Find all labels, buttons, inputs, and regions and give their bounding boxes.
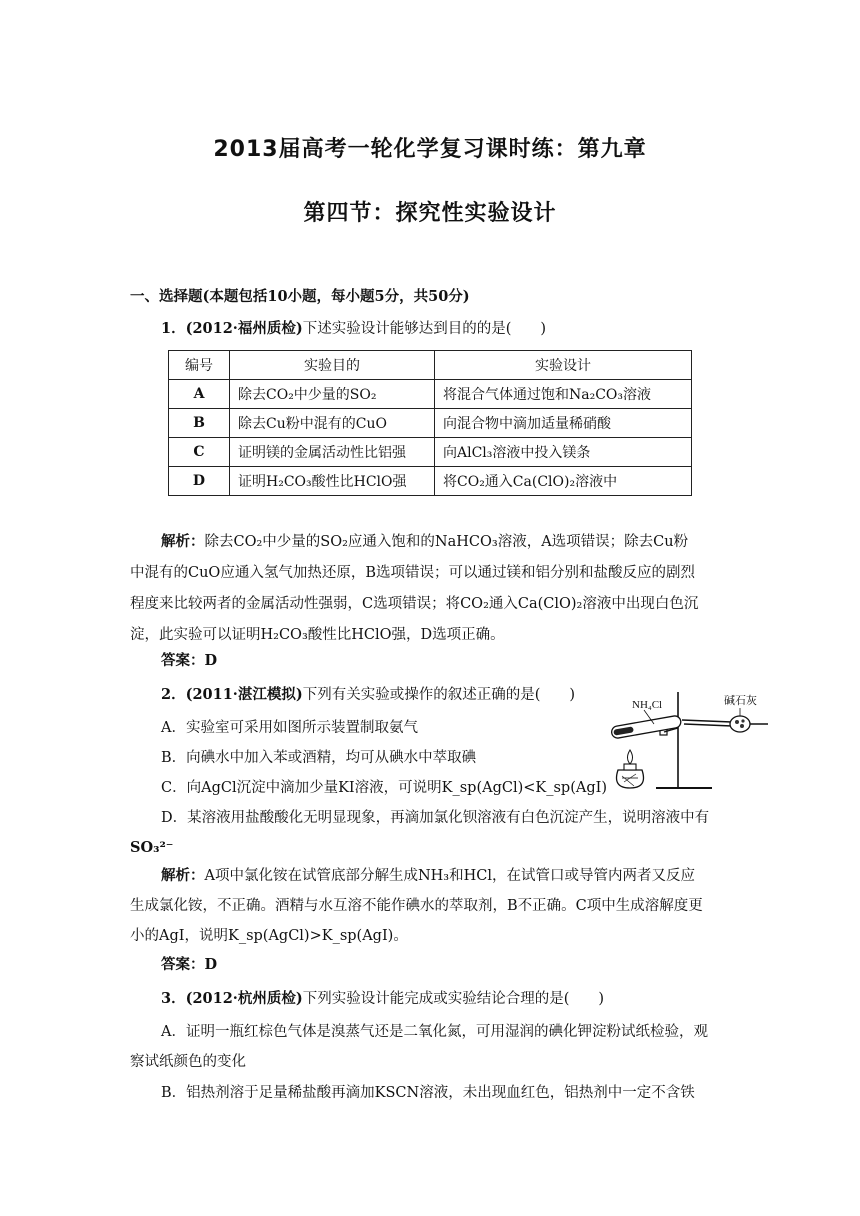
q2-option-d: D．某溶液用盐酸酸化无明显现象，再滴加氯化钡溶液有白色沉淀产生，说明溶液中有 — [161, 810, 710, 826]
table-cell: 向AlCl₃溶液中投入镁条 — [435, 438, 692, 467]
table-cell: B — [169, 409, 230, 438]
q3-option-a-cont: 察试纸颜色的变化 — [130, 1054, 246, 1070]
q1-stem — [161, 319, 546, 339]
q1-analysis-line — [161, 532, 688, 552]
table-header-row — [169, 351, 692, 380]
q1-number: 1． — [161, 320, 186, 337]
q1-analysis-line: 程度来比较两者的金属活动性强弱，C选项错误；将CO₂通入Ca(ClO)₂溶液中出现白色沉 — [130, 596, 699, 612]
q2-option-c: C．向AgCl沉淀中滴加少量KI溶液，可说明K_sp(AgCl)<K_sp(AgI) — [161, 780, 607, 796]
q2-number: 2． — [161, 686, 186, 703]
table-cell: 证明镁的金属活动性比铝强 — [230, 438, 435, 467]
q3-option-b: B．铝热剂溶于足量稀盐酸再滴加KSCN溶液，未出现血红色，铝热剂中一定不含铁 — [161, 1085, 695, 1101]
q2-analysis-line — [161, 866, 695, 886]
table-header: 编号 — [169, 351, 230, 380]
figure-label-reagent: NH₄Cl — [632, 699, 663, 711]
q2-option-b: B．向碘水中加入苯或酒精，均可从碘水中萃取碘 — [161, 750, 477, 766]
q2-stem-text: 下列有关实验或操作的叙述正确的是( ) — [302, 687, 576, 703]
table-cell: 除去Cu粉中混有的CuO — [230, 409, 435, 438]
table-cell: A — [169, 380, 230, 409]
table-cell: 向混合物中滴加适量稀硝酸 — [435, 409, 692, 438]
table-header: 实验目的 — [230, 351, 435, 380]
q2-source: (2011·湛江模拟) — [185, 686, 303, 703]
q2-option-a: A．实验室可采用如图所示装置制取氨气 — [161, 720, 418, 736]
table-cell: 将混合气体通过饱和Na₂CO₃溶液 — [435, 380, 692, 409]
q2-analysis-line: 生成氯化铵，不正确。酒精与水互溶不能作碘水的萃取剂，B不正确。C项中生成溶解度更 — [130, 898, 703, 914]
analysis-label: 解析： — [161, 867, 205, 884]
q1-analysis-line: 中混有的CuO应通入氢气加热还原，B选项错误；可以通过镁和铝分别和盐酸反应的剧烈 — [130, 565, 695, 581]
q3-option-a: A．证明一瓶红棕色气体是溴蒸气还是二氧化氮，可用湿润的碘化钾淀粉试纸检验，观 — [161, 1024, 708, 1040]
table-cell: 除去CO₂中少量的SO₂ — [230, 380, 435, 409]
q1-stem-text: 下述实验设计能够达到目的的是( ) — [302, 321, 547, 337]
q1-analysis-line: 淀，此实验可以证明H₂CO₃酸性比HClO强，D选项正确。 — [130, 627, 505, 643]
q1-answer: 答案：D — [161, 652, 218, 669]
doc-subtitle: 第四节：探究性实验设计 — [303, 201, 557, 226]
table-cell: 证明H₂CO₃酸性比HClO强 — [230, 467, 435, 496]
q3-stem — [161, 989, 604, 1009]
doc-title: 2013届高考一轮化学复习课时练：第九章 — [213, 137, 647, 162]
q3-source: (2012·杭州质检) — [185, 990, 303, 1007]
analysis-label: 解析： — [161, 533, 205, 550]
q2-option-d-cont: SO₃²⁻ — [130, 839, 174, 856]
table-header: 实验设计 — [435, 351, 692, 380]
q1-table — [168, 350, 692, 496]
q3-stem-text: 下列实验设计能完成或实验结论合理的是( ) — [302, 991, 605, 1007]
table-cell: D — [169, 467, 230, 496]
section-heading: 一、选择题(本题包括10小题，每小题5分，共50分) — [130, 288, 470, 305]
ammonia-apparatus-figure — [608, 688, 778, 794]
table-row — [169, 409, 692, 438]
q2-analysis-line: 小的AgI，说明K_sp(AgCl)>K_sp(AgI)。 — [130, 928, 408, 944]
analysis-text: A项中氯化铵在试管底部分解生成NH₃和HCl，在试管口或导管内两者又反应 — [204, 868, 695, 884]
table-cell: 将CO₂通入Ca(ClO)₂溶液中 — [435, 467, 692, 496]
q1-source: (2012·福州质检) — [185, 320, 303, 337]
table-row — [169, 467, 692, 496]
table-row — [169, 438, 692, 467]
q2-stem — [161, 685, 575, 705]
q3-number: 3． — [161, 990, 186, 1007]
q2-answer: 答案：D — [161, 956, 218, 973]
figure-label-drying: 碱石灰 — [724, 694, 757, 707]
table-cell: C — [169, 438, 230, 467]
table-row — [169, 380, 692, 409]
analysis-text: 除去CO₂中少量的SO₂应通入饱和的NaHCO₃溶液，A选项错误；除去Cu粉 — [204, 534, 689, 550]
